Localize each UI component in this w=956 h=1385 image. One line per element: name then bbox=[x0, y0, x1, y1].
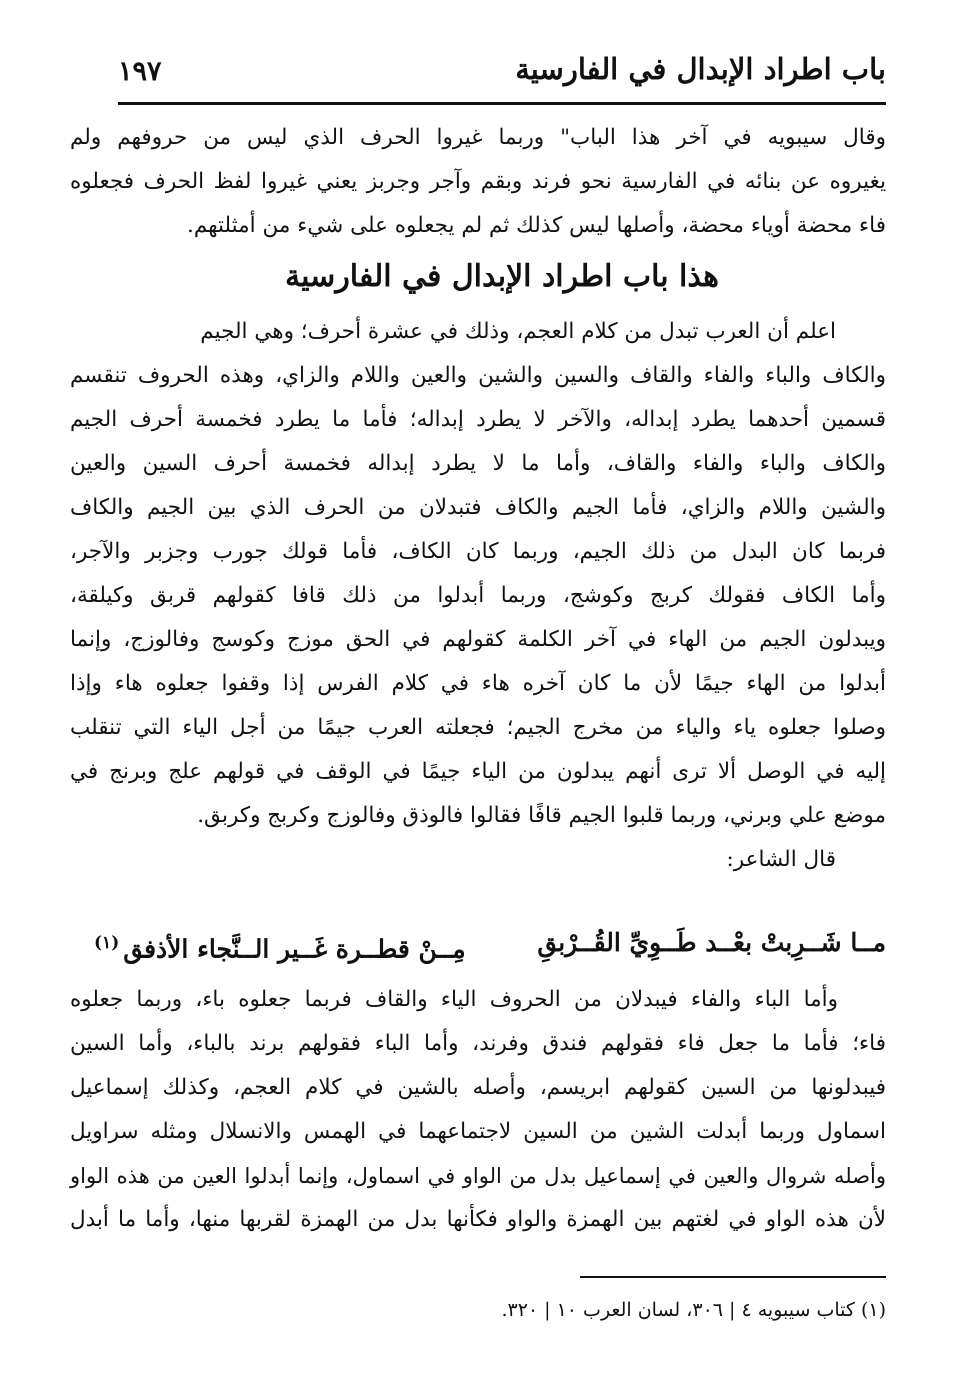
closing-line: فيبدلونها من السين كقولهم ابريسم، وأصله بالشين في كلام العجم، وكذلك إسماعيل bbox=[70, 1075, 886, 1100]
verse-second-hemistich bbox=[94, 916, 466, 976]
closing-line: اسماول وربما أبدلت الشين من السين لاجتماعهما في الهمس والانسلال ومثله سراويل bbox=[70, 1119, 886, 1144]
verse bbox=[70, 916, 886, 970]
section-heading: هذا باب اطراد الإبدال في الفارسية bbox=[285, 259, 719, 294]
body-line: فربما كان البدل من ذلك الجيم، وربما كان الكاف، فأما قولك جورب وجزبر والآجر، bbox=[70, 539, 886, 564]
intro-line: فاء محضة أوياء محضة، وأصلها ليس كذلك ثم لم يجعلوه على شيء من أمثلتهم. bbox=[187, 213, 886, 238]
body-line: والكاف والباء والفاء والقاف، وأما ما لا يطرد إبداله فخمسة أحرف السين والعين bbox=[70, 451, 886, 476]
closing-line: وأما الباء والفاء فيبدلان من الحروف الياء والقاف فربما جعلوه باء، وربما جعلوه bbox=[70, 987, 838, 1012]
body-line: وأما الكاف فقولك كربج وكوشج، وربما أبدلوا من ذلك قافا كقولهم قربق وكيلقة، bbox=[70, 583, 886, 608]
footnote-marker: (١) bbox=[94, 933, 120, 953]
body-line: والشين واللام والزاي، فأما الجيم والكاف فتبدلان من الحرف الذي بين الجيم والكاف bbox=[70, 495, 886, 520]
closing-line: لأن هذه الواو في لغتهم بين الهمزة والواو فكأنها بدل من الهمزة لقربها منها، وأما ما أبدل bbox=[70, 1207, 886, 1232]
intro-line: وقال سيبويه في آخر هذا الباب" وربما غيروا الحرف الذي ليس من حروفهم ولم bbox=[70, 125, 886, 150]
running-title: باب اطراد الإبدال في الفارسية bbox=[515, 52, 886, 86]
body-line: وصلوا جعلوه ياء والياء من مخرج الجيم؛ فجعلته العرب جيمًا من أجل الياء التي تنقلب bbox=[70, 715, 886, 740]
page-header bbox=[118, 50, 886, 98]
body-line: اعلم أن العرب تبدل من كلام العجم، وذلك في عشرة أحرف؛ وهي الجيم bbox=[200, 319, 836, 344]
body-line: أبدلوا من الهاء جيمًا لأن ما كان آخره هاء في كلام الفرس إذا وقفوا جعلوه هاء وإذا bbox=[70, 671, 886, 696]
verse-first-hemistich: مــا شَــرِبتْ بعْــد طَــوِيِّ القُــرْبقِ bbox=[537, 928, 886, 957]
verse-second-hemistich-text: مِــنْ قطــرة غَــير الــنَّجاء الأذفق bbox=[123, 934, 466, 964]
body-line: موضع علي وبرني، وربما قلبوا الجيم قافًا فقالوا فالوذق وفالوزج وكربج وكربق. bbox=[197, 803, 886, 828]
body-line: والكاف والباء والفاء والقاف والسين والشين والعين واللام والزاي، وهذه الحروف تنقسم bbox=[70, 363, 886, 388]
footnote: (١) كتاب سيبويه ٤ | ٣٠٦، لسان العرب ١٠ | ٣٢٠. bbox=[501, 1299, 886, 1321]
page-number: ١٩٧ bbox=[118, 56, 162, 87]
footnote-rule bbox=[580, 1276, 886, 1278]
body-line: إليه في الوصل ألا ترى أنهم يبدلون من الياء جيمًا في الوقف في قولهم علج وبرنج في bbox=[70, 759, 886, 784]
intro-line: يغيروه عن بنائه في الفارسية نحو فرند وبقم وآجر وجربز يعني غيروا لفظ الحرف فجعلوه bbox=[70, 169, 886, 194]
body-line: قسمين أحدهما يطرد إبداله، والآخر لا يطرد إبداله؛ فأما ما يطرد فخمسة أحرف الجيم bbox=[70, 407, 886, 432]
body-line: ويبدلون الجيم من الهاء في آخر الكلمة كقولهم في الحق موزج وكوسج وفالوزج، وإنما bbox=[70, 627, 886, 652]
header-rule bbox=[118, 102, 886, 105]
closing-line: فاء؛ فأما ما جعل فاء فقولهم فندق وفرند، وأما الباء فقولهم برند بالباء، وأما السين bbox=[70, 1031, 886, 1056]
poet-intro: قال الشاعر: bbox=[726, 847, 836, 872]
closing-line: وأصله شروال والعين في إسماعيل بدل من الواو في اسماول، وإنما أبدلوا العين من هذه الواو bbox=[70, 1164, 886, 1188]
